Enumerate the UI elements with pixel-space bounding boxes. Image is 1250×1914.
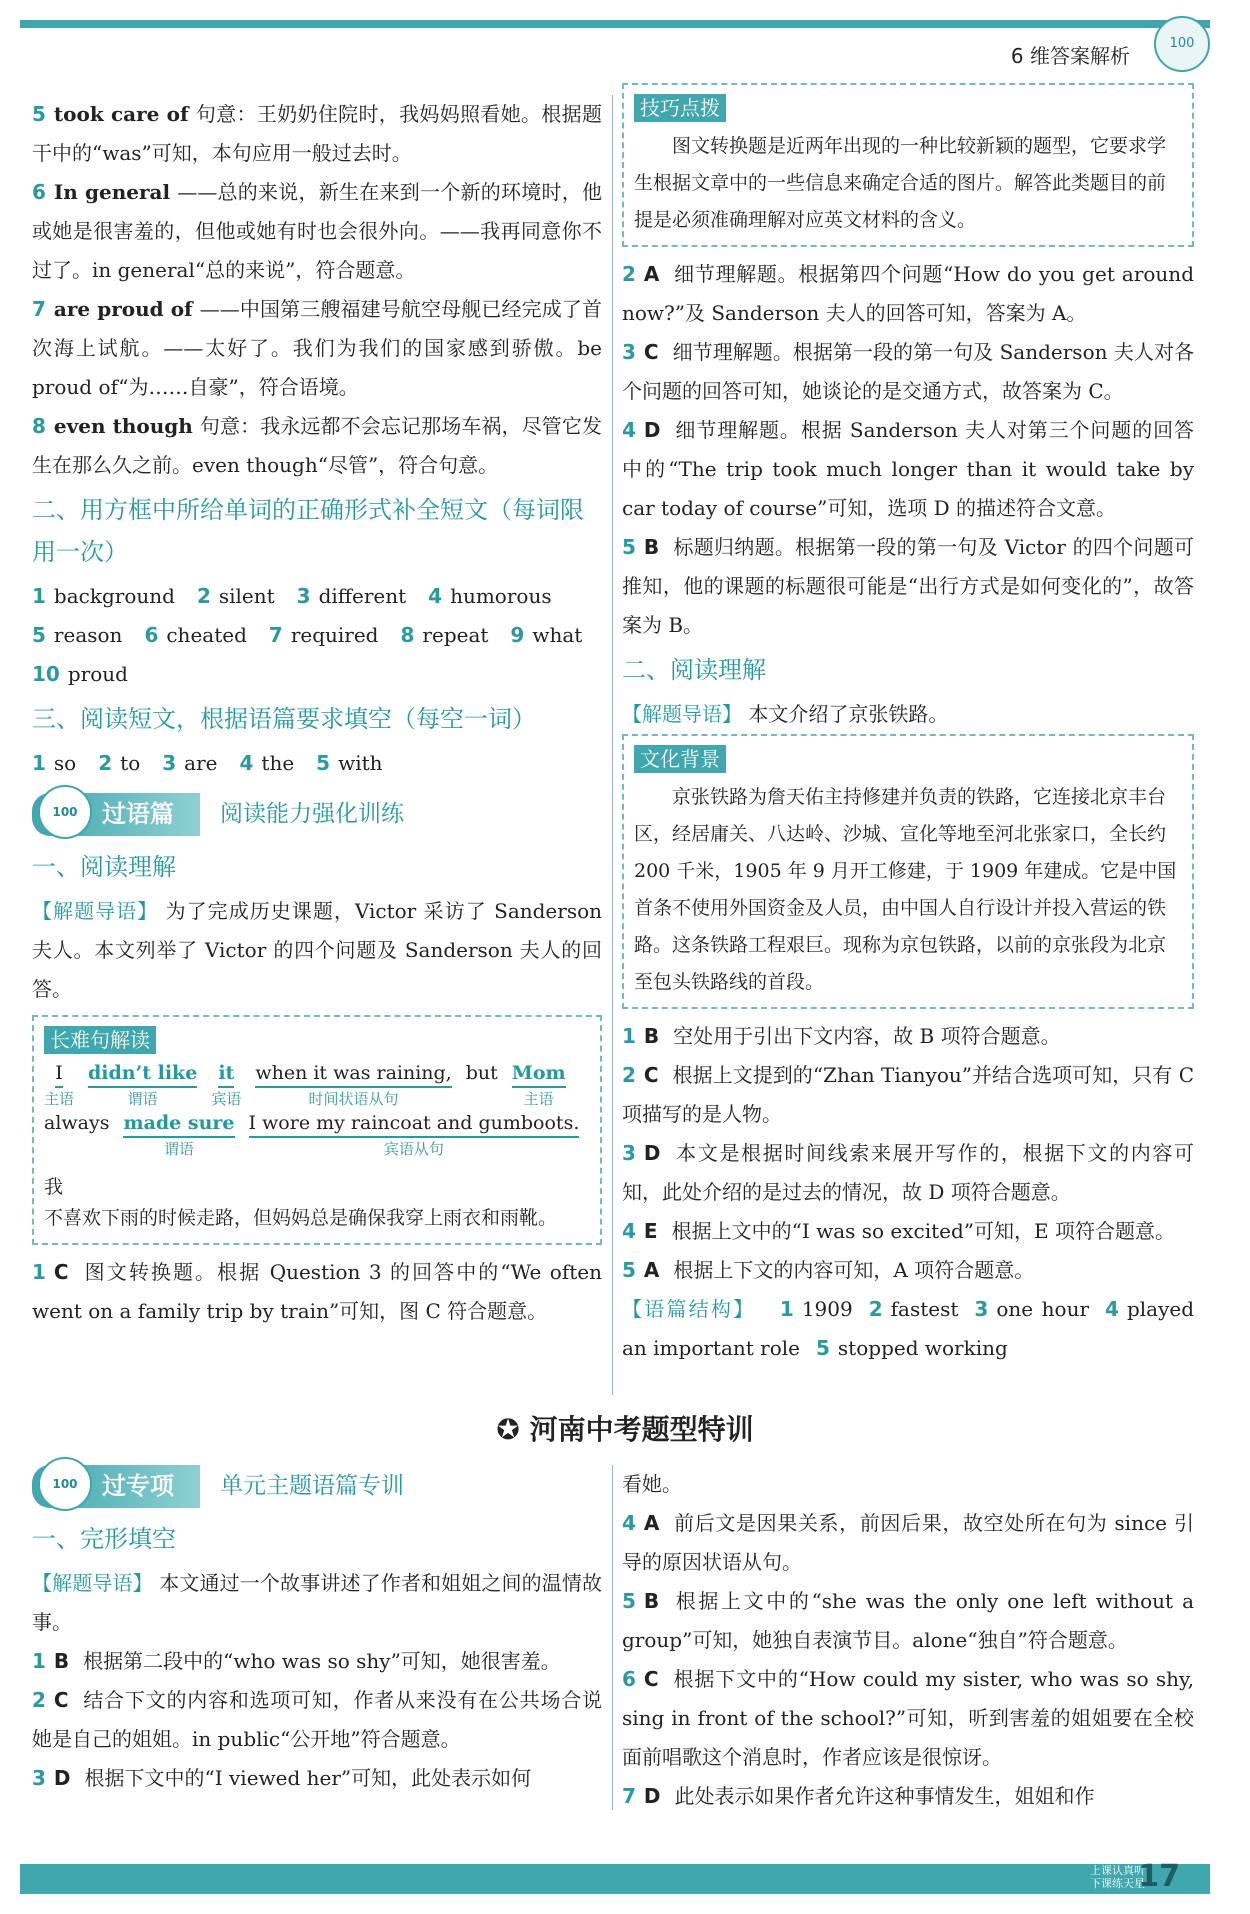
phrase-text: always (44, 1112, 110, 1134)
answer-blank (269, 616, 379, 655)
answer-blank (428, 577, 551, 616)
answer-word: silent (218, 584, 275, 608)
item-number: 7 (32, 297, 46, 321)
question-explanation: 根据下文中的“I viewed her”可知，此处表示如何 (84, 1766, 532, 1790)
question-item (622, 1251, 1194, 1290)
item-number: 2 (622, 262, 636, 286)
annotated-phrase (211, 1060, 241, 1110)
answer-word: played an important role (622, 1297, 1195, 1360)
question-item (32, 1681, 602, 1759)
question-item (622, 255, 1194, 333)
answer-blank (316, 744, 382, 783)
cloze-guide (32, 1564, 602, 1642)
item-number: 6 (622, 1667, 636, 1691)
item-number: 2 (196, 584, 211, 608)
answer-word: are (184, 751, 218, 775)
phrase-text: it (218, 1060, 234, 1088)
answer-explanation: 句意：我永远都不会忘记那场车祸，尽管它发生在那么久之前。even though“尽管”，符合句意。 (32, 414, 602, 477)
answer-item (32, 290, 602, 407)
question-explanation: 根据上文中的“she was the only one left without a group”可知，她独自表演节目。alone“独自”符合题意。 (622, 1589, 1194, 1652)
answer-letter: C (53, 1688, 69, 1712)
question-item (622, 1660, 1194, 1777)
answer-phrase: In general (53, 180, 178, 204)
question-explanation: 标题归纳题。根据第一段的第一句及 Victor 的四个问题可推知，他的课题的标题很可能是“出行方式是如何变化的”，故答案为 B。 (622, 535, 1194, 637)
banner-special (32, 1465, 602, 1508)
item-number: 1 (32, 751, 46, 775)
question-explanation: 此处表示如果作者允许这种事情发生，姐姐和作 (674, 1784, 1095, 1808)
structure-answers (622, 1290, 1194, 1368)
column-divider (612, 95, 613, 1395)
answer-letter: D (53, 1766, 71, 1790)
section-3-title: 三、阅读短文，根据语篇要求填空（每空一词） (32, 705, 536, 733)
answer-word: repeat (422, 623, 489, 647)
annotated-sentence-2 (44, 1110, 590, 1200)
item-number: 3 (974, 1297, 989, 1321)
answer-letter: B (643, 1024, 660, 1048)
annotated-sentence-1 (44, 1060, 590, 1110)
section-2-title: 二、用方框中所给单词的正确形式补全短文（每词限用一次） (32, 496, 584, 566)
answer-word: fastest (890, 1297, 959, 1321)
answer-blank (401, 616, 489, 655)
guide-text: 本文通过一个故事讲述了作者和姐姐之间的温情故事。 (32, 1571, 603, 1634)
footer-bar (20, 1864, 1210, 1894)
answer-word: so (53, 751, 77, 775)
question-item (622, 1056, 1194, 1134)
question-item (622, 333, 1194, 411)
item-number: 3 (32, 1766, 46, 1790)
item-number: 2 (868, 1297, 883, 1321)
answer-word: to (120, 751, 141, 775)
question-explanation: 细节理解题。根据 Sanderson 夫人对第三个问题的回答中的“The trip took much longer than it would take by car today of course”可知，选项 D 的描述符合文意。 (622, 418, 1194, 520)
tips-label: 技巧点拨 (634, 94, 726, 122)
item-number: 2 (98, 751, 113, 775)
reading-1-title: 一、阅读理解 (32, 853, 176, 881)
reading-1-guide (32, 892, 602, 1009)
banner-label: 过专项 (102, 1472, 174, 1500)
grammar-role: 谓语 (127, 1090, 158, 1108)
question-explanation: 根据第二段中的“who was so shy”可知，她很害羞。 (83, 1649, 561, 1673)
answer-word: stopped working (837, 1336, 1008, 1360)
question-item (32, 1642, 602, 1681)
mascot-icon: 100 (38, 785, 92, 839)
mascot-icon: 100 (38, 1457, 92, 1511)
banner-subtitle: 单元主题语篇专训 (220, 1473, 404, 1499)
long-sentence-box (32, 1015, 602, 1245)
answer-explanation: ——总的来说，新生在来到一个新的环境时，他或她是很害羞的，但他或她有时也会很外向。——我再同意你不过了。in general“总的来说”，符合题意。 (32, 180, 603, 282)
answer-phrase: even though (53, 414, 200, 438)
item-number: 3 (162, 751, 177, 775)
answer-item (32, 173, 602, 290)
guide-label: 【解题导语】 (622, 702, 742, 726)
annotated-phrase (255, 1060, 451, 1110)
bottom-right-column (622, 1465, 1194, 1816)
culture-box (622, 734, 1194, 1009)
question-explanation: 根据上下文的内容可知，A 项符合题意。 (673, 1258, 1035, 1282)
bottom-left-column (32, 1465, 602, 1798)
section-3-answers (32, 744, 602, 783)
answer-word: what (532, 623, 583, 647)
answer-letter: E (643, 1219, 658, 1243)
banner-subtitle: 阅读能力强化训练 (220, 801, 404, 827)
answer-letter: D (643, 1784, 661, 1808)
question-item (622, 528, 1194, 645)
question-explanation: 细节理解题。根据第四个问题“How do you get around now?”及 Sanderson 夫人的回答可知，答案为 A。 (622, 262, 1194, 325)
answer-blank (32, 577, 175, 616)
cloze-continuation: 看她。 (622, 1472, 682, 1496)
question-item (622, 1212, 1194, 1251)
culture-label: 文化背景 (634, 745, 726, 773)
answer-letter: B (53, 1649, 70, 1673)
item-number: 8 (32, 414, 46, 438)
answer-item (32, 407, 602, 485)
question-explanation: 根据上文中的“I was so excited”可知，E 项符合题意。 (671, 1219, 1175, 1243)
question-item: 1 C 图文转换题。根据 Question 3 的回答中的“We often went on a family trip by train”可知，图 C 符合题意。 (32, 1260, 602, 1323)
phrase-text: made sure (123, 1110, 234, 1138)
answer-letter: C (643, 340, 659, 364)
annotated-phrase (44, 1174, 63, 1200)
item-number: 5 (32, 623, 46, 647)
question-item (622, 1017, 1194, 1056)
annotated-phrase (88, 1060, 197, 1110)
guide-label: 【解题导语】 (32, 899, 159, 923)
grammar-role: 时间状语从句 (308, 1090, 399, 1108)
mascot-icon: 100 (1154, 16, 1210, 72)
annotated-phrase (466, 1060, 498, 1086)
answer-letter: D (643, 1141, 661, 1165)
answer-letter: B (643, 535, 660, 559)
phrase-text: I (55, 1060, 63, 1088)
grammar-role: 主语 (44, 1090, 75, 1108)
item-number: 4 (239, 751, 254, 775)
answer-word: required (290, 623, 379, 647)
item-number: 9 (510, 623, 525, 647)
item-number: 5 (622, 535, 636, 559)
structure-label: 【语篇结构】 (622, 1297, 756, 1321)
guide-text: 本文介绍了京张铁路。 (748, 702, 949, 726)
phrase-text: I wore my raincoat and gumboots. (249, 1110, 580, 1138)
item-number: 3 (622, 1141, 636, 1165)
answer-blank (162, 744, 217, 783)
question-item (622, 1504, 1194, 1582)
question-explanation: 根据下文中的“How could my sister, who was so shy, sing in front of the school?”可知，听到害羞的姐姐要在全校面前唱歌这个消息时，作者应该是很惊讶。 (622, 1667, 1194, 1769)
banner-reading (32, 793, 602, 836)
grammar-role: 主语 (523, 1090, 554, 1108)
answer-letter: A (643, 1258, 660, 1282)
star-icon: ✪ (496, 1413, 530, 1446)
banner-label: 过语篇 (102, 800, 174, 828)
item-number: 6 (32, 180, 46, 204)
tips-text: 图文转换题是近两年出现的一种比较新颖的题型，它要求学生根据文章中的一些信息来确定合适的图片。解答此类题目的前提是必须准确理解对应英文材料的含义。 (634, 135, 1167, 231)
annotated-phrase (123, 1110, 234, 1160)
answer-blank (239, 744, 294, 783)
answer-letter: C (643, 1667, 659, 1691)
annotated-phrase (44, 1060, 74, 1110)
item-number: 1 (779, 1297, 794, 1321)
footer-slogan: 上课认真听 下课练天星 (1090, 1864, 1145, 1890)
item-number: 7 (622, 1784, 636, 1808)
item-number: 2 (622, 1063, 636, 1087)
answer-blank (144, 616, 246, 655)
answer-word: different (318, 584, 407, 608)
question-item (622, 1777, 1194, 1816)
answer-word: background (53, 584, 175, 608)
answer-word: humorous (450, 584, 552, 608)
answer-explanation: 句意：王奶奶住院时，我妈妈照看她。根据题干中的“was”可知，本句应用一般过去时。 (32, 102, 603, 165)
culture-text: 京张铁路为詹天佑主持修建并负责的铁路，它连接北京丰台区，经居庸关、八达岭、沙城、宣化等地至河北张家口，全长约 200 千米，1905 年 9 月开工修建，于 1909 年建成。它是中国首条不使用外国资金及人员，由中国人自行设计并投入营运的铁路。这条铁路工程艰巨。现称为京包铁路，以前的京张段为北京至包头铁路线的首段。 (634, 786, 1177, 993)
answer-explanation: ——中国第三艘福建号航空母舰已经完成了首次海上试航。——太好了。我们为我们的国家感到骄傲。be proud of“为……自豪”，符合语境。 (32, 297, 602, 399)
grammar-role: 宾语从句 (383, 1140, 444, 1158)
answer-letter: A (643, 1511, 660, 1535)
question-item (622, 1134, 1194, 1212)
grammar-role: 宾语 (211, 1090, 242, 1108)
long-sentence-label: 长难句解读 (44, 1026, 156, 1054)
column-divider-bottom (612, 1465, 613, 1810)
item-number: 6 (144, 623, 159, 647)
item-number: 7 (268, 623, 283, 647)
question-item (32, 1759, 602, 1798)
item-number: 5 (622, 1589, 636, 1613)
structure-answer (869, 1297, 959, 1321)
item-number: 2 (32, 1688, 46, 1712)
item-number: 1 (622, 1024, 636, 1048)
item-number: 3 (622, 340, 636, 364)
phrase-text: but (465, 1062, 498, 1084)
item-number: 4 (622, 1511, 636, 1535)
question-explanation: 细节理解题。根据第一段的第一句及 Sanderson 夫人对各个问题的回答可知，她谈论的是交通方式，故答案为 C。 (622, 340, 1194, 403)
answer-word: with (338, 751, 383, 775)
structure-answer (816, 1336, 1008, 1360)
answer-word: cheated (166, 623, 247, 647)
answer-word: the (261, 751, 295, 775)
left-column (32, 95, 602, 1331)
answer-phrase: took care of (53, 102, 196, 126)
answer-word: proud (67, 662, 128, 686)
answer-letter: B (643, 1589, 660, 1613)
answer-letter: C (643, 1063, 659, 1087)
question-explanation: 前后文是因果关系，前因后果，故空处所在句为 since 引导的原因状语从句。 (622, 1511, 1194, 1574)
phrase-text: when it was raining, (255, 1060, 451, 1088)
item-number: 4 (1105, 1297, 1119, 1321)
question-item (622, 1582, 1194, 1660)
question-explanation: 根据上文提到的“Zhan Tianyou”并结合选项可知，只有 C 项描写的是人物。 (622, 1063, 1194, 1126)
guide-label: 【解题导语】 (32, 1571, 153, 1595)
item-number: 1 (32, 584, 46, 608)
item-number: 4 (428, 584, 443, 608)
annotated-phrase (44, 1110, 109, 1136)
tips-box (622, 83, 1194, 247)
answer-item (32, 95, 602, 173)
phrase-text: Mom (512, 1060, 566, 1088)
section-2-answers (32, 577, 602, 694)
answer-blank (297, 577, 406, 616)
answer-blank (32, 616, 122, 655)
answer-blank (197, 577, 275, 616)
page-header-title: 6 维答案解析 (1010, 44, 1130, 68)
answer-blank (98, 744, 140, 783)
structure-answer (974, 1297, 1089, 1321)
answer-blank (510, 616, 582, 655)
cloze-title: 一、完形填空 (32, 1525, 176, 1553)
reading-2-title: 二、阅读理解 (622, 656, 766, 684)
annotated-phrase (512, 1060, 566, 1110)
long-sentence-translation: 不喜欢下雨的时候走路，但妈妈总是确保我穿上雨衣和雨靴。 (44, 1207, 558, 1229)
grammar-role: 谓语 (163, 1140, 194, 1158)
item-number: 1 (32, 1649, 46, 1673)
item-number: 10 (32, 662, 60, 686)
phrase-text: didn’t like (88, 1060, 197, 1088)
item-number: 8 (400, 623, 415, 647)
annotated-phrase (249, 1110, 580, 1160)
item-number: 3 (296, 584, 311, 608)
item-number: 5 (32, 102, 46, 126)
question-item (622, 411, 1194, 528)
answer-letter: D (643, 418, 661, 442)
guide-text: 为了完成历史课题，Victor 采访了 Sanderson 夫人。本文列举了 Victor 的四个问题及 Sanderson 夫人的回答。 (32, 899, 603, 1001)
right-column (622, 95, 1194, 1368)
question-explanation: 本文是根据时间线索来展开写作的，根据下文的内容可知，此处介绍的是过去的情况，故 D 项符合题意。 (622, 1141, 1194, 1204)
page-number: 17 (1138, 1859, 1180, 1894)
structure-answer (780, 1297, 853, 1321)
phrase-text: 我 (44, 1176, 64, 1198)
item-number: 5 (316, 751, 331, 775)
reading-2-guide (622, 695, 1194, 734)
answer-phrase: are proud of (53, 297, 200, 321)
answer-word: one hour (996, 1297, 1090, 1321)
question-explanation: 结合下文的内容和选项可知，作者从来没有在公共场合说她是自己的姐姐。in public“公开地”符合题意。 (32, 1688, 602, 1751)
answer-word: 1909 (801, 1297, 853, 1321)
question-explanation: 空处用于引出下文内容，故 B 项符合题意。 (673, 1024, 1061, 1048)
top-bar (20, 20, 1210, 28)
answer-blank (32, 655, 128, 694)
item-number: 4 (622, 1219, 636, 1243)
item-number: 5 (622, 1258, 636, 1282)
answer-letter: A (643, 262, 660, 286)
section-center-title: ✪ 河南中考题型特训 (496, 1413, 754, 1446)
item-number: 4 (622, 418, 636, 442)
answer-word: reason (53, 623, 123, 647)
answer-blank (32, 744, 76, 783)
item-number: 5 (816, 1336, 830, 1360)
